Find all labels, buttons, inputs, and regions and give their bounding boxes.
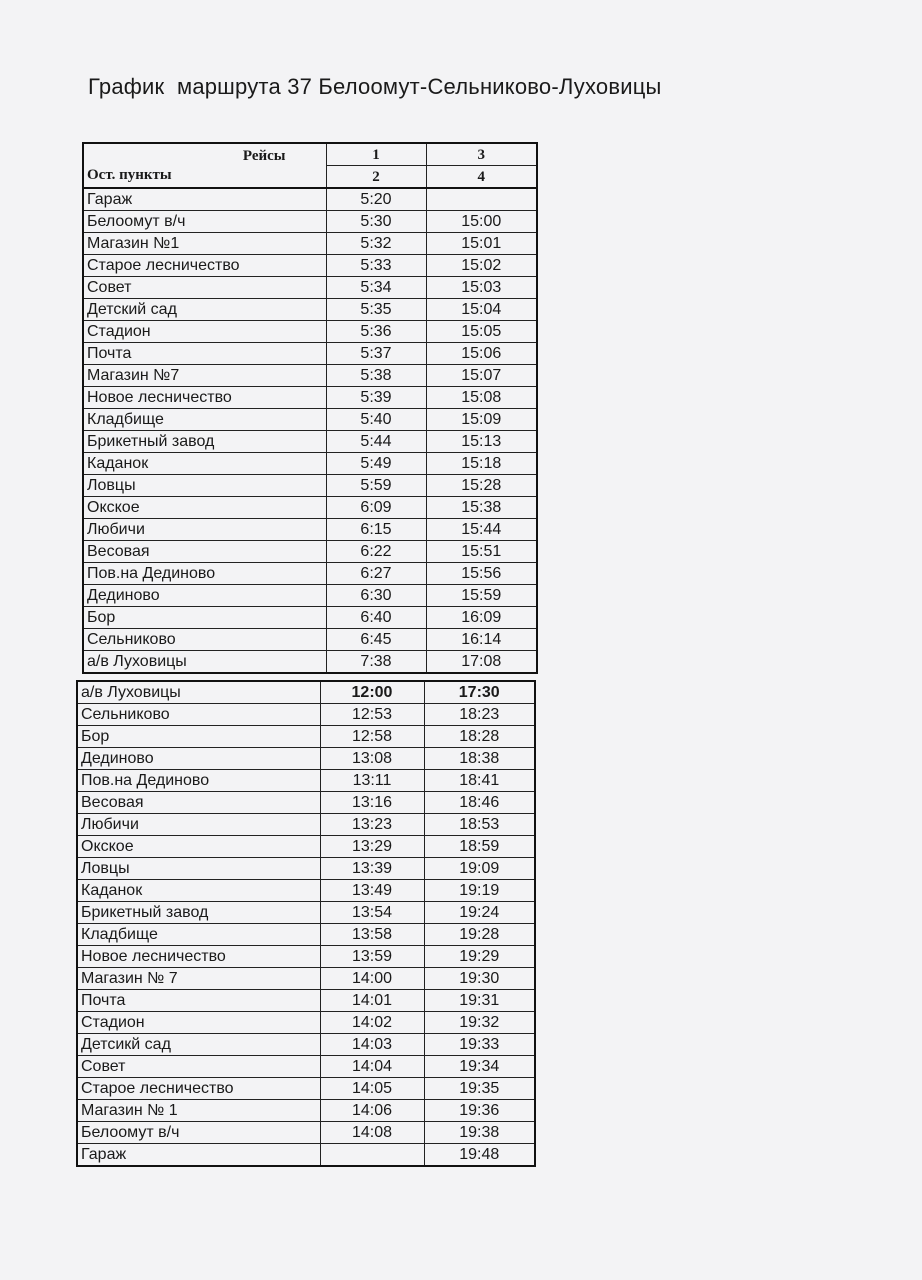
- stop-name: Почта: [83, 343, 326, 365]
- departure-time-1: 14:00: [320, 968, 424, 990]
- departure-time-1: [320, 1144, 424, 1167]
- departure-time-1: 6:40: [326, 607, 426, 629]
- stop-name: Любичи: [77, 814, 320, 836]
- departure-time-1: 13:49: [320, 880, 424, 902]
- table-row: [83, 299, 537, 321]
- table-row: [83, 651, 537, 674]
- departure-time-1: 6:15: [326, 519, 426, 541]
- departure-time-2: 19:24: [424, 902, 535, 924]
- stop-name: Окское: [83, 497, 326, 519]
- table-row: [77, 990, 535, 1012]
- stop-name: Новое лесничество: [83, 387, 326, 409]
- table-row: [77, 1100, 535, 1122]
- stop-name: Магазин №1: [83, 233, 326, 255]
- departure-time-1: 14:03: [320, 1034, 424, 1056]
- departure-time-2: 17:08: [426, 651, 537, 674]
- header-corner-cell: [83, 143, 326, 188]
- table-row: [77, 836, 535, 858]
- stop-name: Сельниково: [77, 704, 320, 726]
- stop-name: Бор: [83, 607, 326, 629]
- departure-time-1: 5:36: [326, 321, 426, 343]
- departure-time-1: 12:00: [320, 681, 424, 704]
- table-row: [83, 387, 537, 409]
- departure-time-2: 18:23: [424, 704, 535, 726]
- departure-time-2: 19:34: [424, 1056, 535, 1078]
- departure-time-2: 15:56: [426, 563, 537, 585]
- departure-time-1: 5:33: [326, 255, 426, 277]
- departure-time-2: 15:00: [426, 211, 537, 233]
- stop-name: Белоомут в/ч: [83, 211, 326, 233]
- departure-time-1: 6:09: [326, 497, 426, 519]
- stop-name: а/в Луховицы: [77, 681, 320, 704]
- departure-time-2: 19:09: [424, 858, 535, 880]
- trip-number: 3: [426, 143, 537, 166]
- page-title: График маршрута 37 Белоомут-Сельниково-Луховицы: [88, 74, 662, 99]
- trip-number: 4: [426, 166, 537, 189]
- stop-name: Кладбище: [83, 409, 326, 431]
- departure-time-2: 19:48: [424, 1144, 535, 1167]
- departure-time-2: 19:19: [424, 880, 535, 902]
- departure-time-1: 12:58: [320, 726, 424, 748]
- table-row: [77, 681, 535, 704]
- table-row: [83, 277, 537, 299]
- departure-time-2: 18:53: [424, 814, 535, 836]
- departure-time-2: 15:09: [426, 409, 537, 431]
- stop-name: Дединово: [83, 585, 326, 607]
- departure-time-1: 13:29: [320, 836, 424, 858]
- departure-time-1: 14:08: [320, 1122, 424, 1144]
- departure-time-2: 15:02: [426, 255, 537, 277]
- table-row: [77, 1056, 535, 1078]
- table-row: [77, 704, 535, 726]
- stop-name: Старое лесничество: [77, 1078, 320, 1100]
- table-row: [83, 321, 537, 343]
- stop-name: Детсикй сад: [77, 1034, 320, 1056]
- stop-name: Бор: [77, 726, 320, 748]
- departure-time-2: 15:01: [426, 233, 537, 255]
- timetable-outbound: [82, 142, 538, 674]
- table-row: [83, 585, 537, 607]
- departure-time-1: 14:06: [320, 1100, 424, 1122]
- table-row: [77, 902, 535, 924]
- departure-time-2: 18:28: [424, 726, 535, 748]
- departure-time-1: 14:01: [320, 990, 424, 1012]
- stop-name: Ловцы: [77, 858, 320, 880]
- departure-time-2: 18:41: [424, 770, 535, 792]
- departure-time-1: 13:54: [320, 902, 424, 924]
- departure-time-2: 15:04: [426, 299, 537, 321]
- departure-time-1: 13:39: [320, 858, 424, 880]
- stop-name: Дединово: [77, 748, 320, 770]
- departure-time-2: 15:05: [426, 321, 537, 343]
- departure-time-1: 14:02: [320, 1012, 424, 1034]
- table-row: [77, 968, 535, 990]
- table-row: [83, 409, 537, 431]
- table-row: [83, 497, 537, 519]
- departure-time-2: 19:33: [424, 1034, 535, 1056]
- departure-time-1: 5:40: [326, 409, 426, 431]
- table-row: [83, 233, 537, 255]
- table-row: [77, 1034, 535, 1056]
- stops-label: Ост. пункты: [87, 167, 172, 183]
- table-row: [83, 541, 537, 563]
- departure-time-1: 5:59: [326, 475, 426, 497]
- departure-time-2: 15:38: [426, 497, 537, 519]
- departure-time-2: 15:08: [426, 387, 537, 409]
- stop-name: Пов.на Дединово: [83, 563, 326, 585]
- trip-number: 1: [326, 143, 426, 166]
- trip-number: 2: [326, 166, 426, 189]
- departure-time-2: 16:14: [426, 629, 537, 651]
- departure-time-2: 17:30: [424, 681, 535, 704]
- departure-time-1: 13:16: [320, 792, 424, 814]
- departure-time-1: 5:34: [326, 277, 426, 299]
- stop-name: Каданок: [77, 880, 320, 902]
- departure-time-1: 13:08: [320, 748, 424, 770]
- table-row: [83, 343, 537, 365]
- stop-name: Магазин №7: [83, 365, 326, 387]
- stop-name: Стадион: [83, 321, 326, 343]
- departure-time-2: 19:28: [424, 924, 535, 946]
- table-row: [83, 519, 537, 541]
- departure-time-2: 19:32: [424, 1012, 535, 1034]
- stop-name: Старое лесничество: [83, 255, 326, 277]
- stop-name: Каданок: [83, 453, 326, 475]
- departure-time-1: 6:22: [326, 541, 426, 563]
- table-row: [83, 431, 537, 453]
- stop-name: Стадион: [77, 1012, 320, 1034]
- departure-time-1: 6:30: [326, 585, 426, 607]
- departure-time-2: 15:44: [426, 519, 537, 541]
- stop-name: Кладбище: [77, 924, 320, 946]
- stop-name: Окское: [77, 836, 320, 858]
- stop-name: Совет: [77, 1056, 320, 1078]
- stop-name: Брикетный завод: [77, 902, 320, 924]
- table-row: [77, 1144, 535, 1167]
- table-row: [77, 946, 535, 968]
- departure-time-2: 18:38: [424, 748, 535, 770]
- table-row: [77, 924, 535, 946]
- departure-time-2: 15:51: [426, 541, 537, 563]
- table-row: [77, 880, 535, 902]
- departure-time-1: 14:05: [320, 1078, 424, 1100]
- table-row: [77, 1078, 535, 1100]
- stop-name: Почта: [77, 990, 320, 1012]
- departure-time-2: 15:18: [426, 453, 537, 475]
- table-row: [83, 211, 537, 233]
- table-row: [83, 255, 537, 277]
- departure-time-1: 7:38: [326, 651, 426, 674]
- departure-time-1: 13:58: [320, 924, 424, 946]
- table-row: [77, 1012, 535, 1034]
- table-row: [77, 748, 535, 770]
- departure-time-2: [426, 188, 537, 211]
- stop-name: Совет: [83, 277, 326, 299]
- departure-time-2: 15:59: [426, 585, 537, 607]
- departure-time-2: 15:06: [426, 343, 537, 365]
- departure-time-1: 13:11: [320, 770, 424, 792]
- table-row: [83, 563, 537, 585]
- stop-name: Пов.на Дединово: [77, 770, 320, 792]
- table-row: [77, 858, 535, 880]
- stop-name: Брикетный завод: [83, 431, 326, 453]
- departure-time-1: 5:44: [326, 431, 426, 453]
- departure-time-1: 5:39: [326, 387, 426, 409]
- departure-time-1: 12:53: [320, 704, 424, 726]
- departure-time-2: 15:28: [426, 475, 537, 497]
- table-row: [77, 792, 535, 814]
- departure-time-1: 5:37: [326, 343, 426, 365]
- departure-time-2: 19:35: [424, 1078, 535, 1100]
- trips-label: Рейсы: [242, 148, 286, 164]
- table-row: [83, 188, 537, 211]
- table-row: [83, 365, 537, 387]
- departure-time-1: 5:20: [326, 188, 426, 211]
- departure-time-1: 5:49: [326, 453, 426, 475]
- stop-name: Весовая: [77, 792, 320, 814]
- table-row: [83, 629, 537, 651]
- departure-time-2: 18:46: [424, 792, 535, 814]
- departure-time-1: 6:27: [326, 563, 426, 585]
- departure-time-2: 16:09: [426, 607, 537, 629]
- departure-time-1: 6:45: [326, 629, 426, 651]
- stop-name: а/в Луховицы: [83, 651, 326, 674]
- stop-name: Белоомут в/ч: [77, 1122, 320, 1144]
- table-row: [83, 475, 537, 497]
- departure-time-1: 5:38: [326, 365, 426, 387]
- table-header-row-top: [83, 143, 537, 166]
- stop-name: Магазин № 1: [77, 1100, 320, 1122]
- stop-name: Сельниково: [83, 629, 326, 651]
- stop-name: Любичи: [83, 519, 326, 541]
- timetable-return: [76, 680, 536, 1167]
- departure-time-1: 13:59: [320, 946, 424, 968]
- departure-time-2: 19:31: [424, 990, 535, 1012]
- departure-time-2: 15:13: [426, 431, 537, 453]
- departure-time-2: 15:03: [426, 277, 537, 299]
- departure-time-2: 18:59: [424, 836, 535, 858]
- table-row: [77, 726, 535, 748]
- stop-name: Гараж: [77, 1144, 320, 1167]
- departure-time-1: 13:23: [320, 814, 424, 836]
- table-row: [77, 814, 535, 836]
- stop-name: Магазин № 7: [77, 968, 320, 990]
- departure-time-1: 14:04: [320, 1056, 424, 1078]
- stop-name: Новое лесничество: [77, 946, 320, 968]
- table-row: [77, 1122, 535, 1144]
- departure-time-2: 19:36: [424, 1100, 535, 1122]
- departure-time-2: 19:29: [424, 946, 535, 968]
- table-row: [83, 607, 537, 629]
- stop-name: Ловцы: [83, 475, 326, 497]
- departure-time-1: 5:30: [326, 211, 426, 233]
- departure-time-2: 19:30: [424, 968, 535, 990]
- departure-time-1: 5:35: [326, 299, 426, 321]
- table-row: [83, 453, 537, 475]
- stop-name: Гараж: [83, 188, 326, 211]
- departure-time-2: 15:07: [426, 365, 537, 387]
- table-row: [77, 770, 535, 792]
- departure-time-2: 19:38: [424, 1122, 535, 1144]
- departure-time-1: 5:32: [326, 233, 426, 255]
- stop-name: Весовая: [83, 541, 326, 563]
- stop-name: Детский сад: [83, 299, 326, 321]
